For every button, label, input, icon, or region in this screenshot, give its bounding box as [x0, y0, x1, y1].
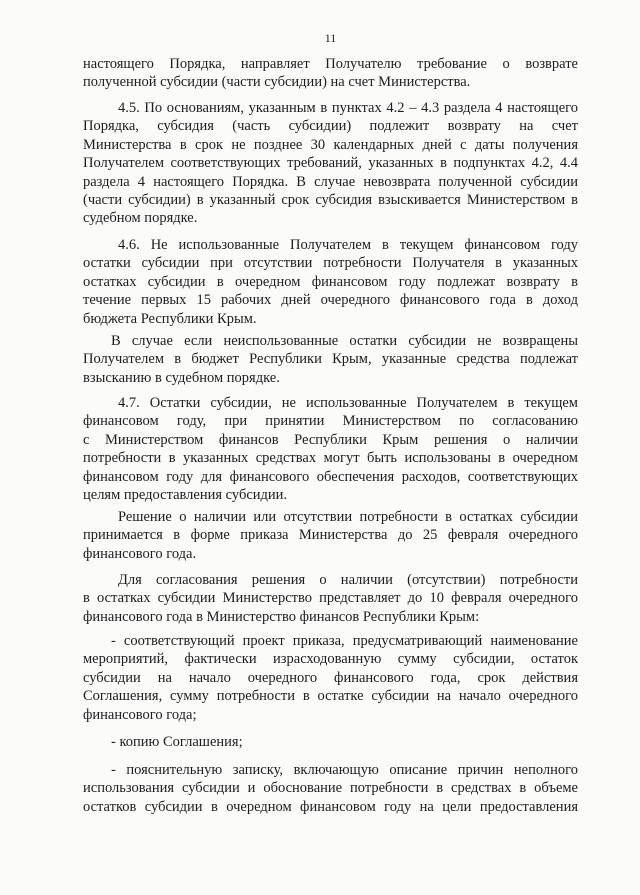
paragraph-4-7: [83, 394, 578, 504]
text-line: мероприятий, фактически израсходованную сумму субсидии, остаток: [83, 651, 578, 668]
list-item-draft-order: [83, 632, 578, 724]
text-line: Порядка, субсидия (часть субсидии) подлежит возврату на счет: [83, 118, 578, 135]
paragraph-4-6: [83, 236, 578, 328]
text-line: раздела 4 настоящего Порядка. В случае невозврата полученной субсидии: [83, 173, 578, 190]
text-line: 4.7. Остатки субсидии, не использованные Получателем в текущем: [118, 395, 578, 411]
paragraph-decision: [83, 508, 578, 563]
text-line: 4.6. Не использованные Получателем в текущем финансовом году: [118, 237, 578, 253]
text-line: полученной субсидии (части субсидии) на счет Министерства.: [83, 74, 471, 91]
text-line: остатки субсидии при отсутствии потребности Получателя в указанных: [83, 255, 578, 272]
text-line: бюджета Республики Крым.: [83, 310, 257, 327]
text-line: остатков субсидии в очередном финансовом году на цели предоставления: [83, 798, 578, 815]
text-line: В случае если неиспользованные остатки субсидии не возвращены: [111, 333, 578, 349]
text-line: Получателем соответствующих требований, указанных в подпунктах 4.2, 4.4: [83, 155, 578, 172]
text-line: финансового года;: [83, 706, 197, 723]
paragraph-continuation: [83, 55, 578, 92]
text-line: с Министерством финансов Республики Крым решения о наличии: [83, 431, 578, 448]
text-line: судебном порядке.: [83, 210, 198, 227]
text-line: потребности в указанных средствах могут быть использованы в очередном: [83, 450, 578, 467]
text-line: настоящего Порядка, направляет Получателю требование о возврате: [83, 56, 578, 72]
text-line: течение первых 15 рабочих дней очередного финансового года в доход: [83, 292, 578, 309]
text-line: Соглашения, сумму потребности в остатке субсидии на начало очередного: [83, 688, 578, 705]
text-line: финансовом году для финансового обеспечения расходов, соответствующих: [83, 468, 578, 485]
text-line: Получателем в бюджет Республики Крым, указанные средства подлежат: [83, 351, 578, 368]
list-item-explanatory-note: [83, 761, 578, 816]
text-line: - копию Соглашения;: [111, 734, 243, 750]
text-line: Для согласования решения о наличии (отсутствии) потребности: [118, 572, 578, 588]
text-line: Министерства в срок не позднее 30 календарных дней с даты получения: [83, 136, 578, 153]
text-line: целям предоставления субсидии.: [83, 487, 288, 504]
text-line: Решение о наличии или отсутствии потребности в остатках субсидии: [118, 509, 578, 525]
text-line: финансового года в Министерство финансов Республики Крым:: [83, 608, 480, 625]
text-line: финансовом году, при принятии Министерством по согласованию: [83, 413, 578, 430]
text-line: остатках субсидии в очередном финансовом году подлежат возврату в: [83, 273, 578, 290]
text-line: в остатках субсидии Министерство представляет до 10 февраля очередного: [83, 590, 578, 607]
text-line: использования субсидии и обоснование потребности в средствах в объеме: [83, 780, 578, 797]
text-line: финансового года.: [83, 545, 197, 562]
paragraph-approval: [83, 571, 578, 626]
text-line: взысканию в судебном порядке.: [83, 369, 280, 386]
text-line: принимается в форме приказа Министерства до 25 февраля очередного: [83, 527, 578, 544]
text-line: субсидии на начало очередного финансового года, срок действия: [83, 669, 578, 686]
paragraph-4-5: [83, 99, 578, 228]
page-number: 11: [324, 31, 337, 45]
text-line: 4.5. По основаниям, указанным в пунктах 4.2 – 4.3 раздела 4 настоящего: [118, 100, 578, 116]
list-item-agreement-copy: [83, 733, 578, 751]
text-line: (части субсидии) в указанный срок субсидия взыскивается Министерством в: [83, 192, 578, 209]
paragraph-4-6-continued: [83, 332, 578, 387]
text-line: - пояснительную записку, включающую описание причин неполного: [111, 762, 578, 778]
text-line: - соответствующий проект приказа, предусматривающий наименование: [111, 633, 578, 649]
